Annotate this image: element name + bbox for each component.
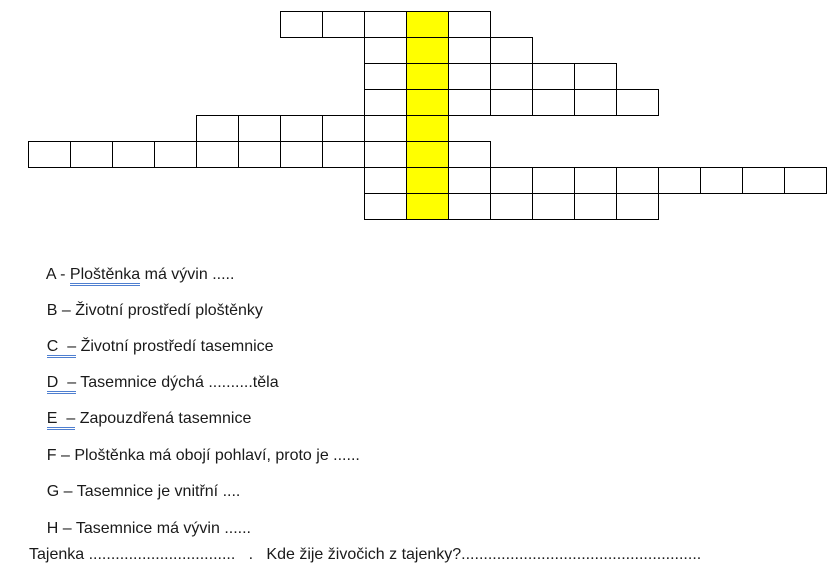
crossword-cell-e-3[interactable] [280, 115, 323, 142]
crossword-grid [0, 0, 829, 230]
crossword-cell-g-6[interactable] [574, 167, 617, 194]
clue-b-text: B – Životní prostředí ploštěnky [46, 302, 263, 319]
crossword-cell-a-1[interactable] [280, 11, 323, 38]
clue-a-underlined: Ploštěnka [70, 266, 140, 286]
crossword-cell-h-4[interactable] [490, 193, 533, 220]
crossword-cell-g-10[interactable] [742, 167, 785, 194]
crossword-cell-g-2[interactable] [406, 167, 449, 194]
crossword-cell-h-3[interactable] [448, 193, 491, 220]
crossword-cell-g-9[interactable] [700, 167, 743, 194]
crossword-cell-f-5[interactable] [196, 141, 239, 168]
clue-e-rest: Zapouzdřená tasemnice [75, 410, 252, 427]
crossword-cell-d-3[interactable] [448, 89, 491, 116]
crossword-cell-h-6[interactable] [574, 193, 617, 220]
crossword-cell-b-1[interactable] [364, 37, 407, 64]
crossword-cell-b-2[interactable] [406, 37, 449, 64]
clue-a-prefix: A - [45, 266, 70, 283]
crossword-cell-c-2[interactable] [406, 63, 449, 90]
crossword-cell-e-2[interactable] [238, 115, 281, 142]
crossword-cell-g-4[interactable] [490, 167, 533, 194]
crossword-cell-d-4[interactable] [490, 89, 533, 116]
crossword-cell-h-7[interactable] [616, 193, 659, 220]
crossword-cell-f-8[interactable] [322, 141, 365, 168]
clue-c-underlined: C – [47, 338, 76, 358]
crossword-cell-g-5[interactable] [532, 167, 575, 194]
crossword-cell-f-6[interactable] [238, 141, 281, 168]
crossword-cell-g-7[interactable] [616, 167, 659, 194]
clue-d-underlined: D – [47, 374, 76, 394]
crossword-cell-f-3[interactable] [112, 141, 155, 168]
crossword-cell-f-10[interactable] [406, 141, 449, 168]
crossword-cell-f-11[interactable] [448, 141, 491, 168]
crossword-cell-d-1[interactable] [364, 89, 407, 116]
crossword-cell-f-2[interactable] [70, 141, 113, 168]
crossword-cell-c-5[interactable] [532, 63, 575, 90]
crossword-cell-d-6[interactable] [574, 89, 617, 116]
crossword-cell-a-3[interactable] [364, 11, 407, 38]
crossword-cell-g-3[interactable] [448, 167, 491, 194]
clue-g-text: G – Tasemnice je vnitřní .... [46, 483, 241, 500]
clue-e-underlined: E – [47, 410, 75, 430]
crossword-cell-h-1[interactable] [364, 193, 407, 220]
crossword-cell-c-1[interactable] [364, 63, 407, 90]
crossword-cell-g-8[interactable] [658, 167, 701, 194]
crossword-cell-g-11[interactable] [784, 167, 827, 194]
crossword-cell-f-9[interactable] [364, 141, 407, 168]
clue-f-text: F – Ploštěnka má obojí pohlaví, proto je ...... [46, 447, 360, 464]
clue-d-rest: Tasemnice dýchá ..........těla [76, 374, 279, 391]
crossword-cell-d-7[interactable] [616, 89, 659, 116]
crossword-cell-f-4[interactable] [154, 141, 197, 168]
crossword-cell-a-2[interactable] [322, 11, 365, 38]
crossword-cell-g-1[interactable] [364, 167, 407, 194]
crossword-cell-a-4[interactable] [406, 11, 449, 38]
crossword-cell-f-1[interactable] [28, 141, 71, 168]
crossword-cell-e-5[interactable] [364, 115, 407, 142]
clue-a-rest: má vývin ..... [140, 266, 235, 283]
crossword-cell-e-1[interactable] [196, 115, 239, 142]
clue-h-text: H – Tasemnice má vývin ...... [46, 520, 251, 537]
clue-c-rest: Životní prostředí tasemnice [76, 338, 274, 355]
crossword-cell-e-6[interactable] [406, 115, 449, 142]
crossword-cell-a-5[interactable] [448, 11, 491, 38]
crossword-cell-d-5[interactable] [532, 89, 575, 116]
crossword-cell-c-3[interactable] [448, 63, 491, 90]
crossword-cell-h-5[interactable] [532, 193, 575, 220]
crossword-cell-e-4[interactable] [322, 115, 365, 142]
crossword-cell-f-7[interactable] [280, 141, 323, 168]
crossword-cell-b-4[interactable] [490, 37, 533, 64]
solution-footer: Tajenka ................................. . Kde žije živočich z tajenky?...................................................... [29, 546, 702, 563]
crossword-cell-c-4[interactable] [490, 63, 533, 90]
crossword-cell-d-2[interactable] [406, 89, 449, 116]
crossword-cell-b-3[interactable] [448, 37, 491, 64]
crossword-cell-h-2[interactable] [406, 193, 449, 220]
crossword-cell-c-6[interactable] [574, 63, 617, 90]
